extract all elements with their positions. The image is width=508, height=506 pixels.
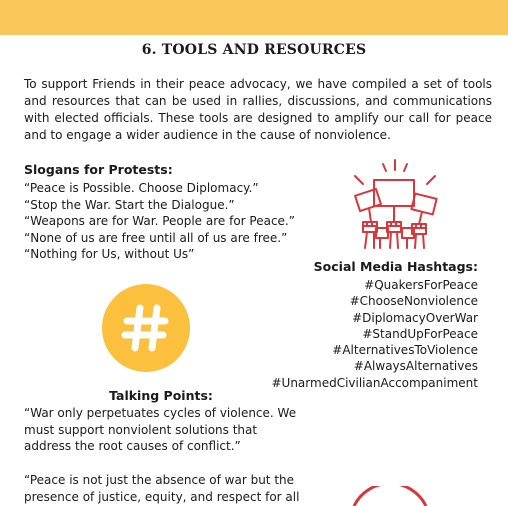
protest-signs-icon	[347, 158, 443, 250]
social-heading: Social Media Hashtags:	[313, 259, 478, 274]
talking-point: “Peace is not just the absence of war but the presence of justice, equity, and respect for all	[24, 473, 300, 504]
hashtag-glyph	[102, 284, 190, 372]
circle-icon	[350, 486, 430, 506]
slogans-heading: Slogans for Protests:	[24, 162, 173, 177]
section-title: 6. TOOLS AND RESOURCES	[141, 42, 367, 58]
hashtag-icon	[102, 284, 190, 372]
slogan-item: “Weapons are for War. People are for Peace.”	[24, 214, 295, 228]
hashtag-item: #StandUpForPeace	[362, 326, 478, 341]
hashtag-list	[271, 277, 478, 391]
intro-paragraph: To support Friends in their peace advocacy, we have compiled a set of tools and resources that can be used in rallies, discussions, and communications with elected officials. These tools are designed to amplify our call for peace and to engage a wider audience in the cause of nonviolence.	[24, 77, 492, 142]
top-banner	[0, 0, 508, 35]
slogan-item: “None of us are free until all of us are free.”	[24, 230, 288, 245]
hashtag-item: #ChooseNonviolence	[349, 294, 478, 309]
hashtag-item: #DiplomacyOverWar	[352, 310, 478, 325]
slogan-item: “Nothing for Us, without Us”	[24, 247, 195, 261]
hashtag-item: #AlwaysAlternatives	[353, 359, 478, 374]
slogans-list	[24, 180, 295, 263]
slogan-item: “Stop the War. Start the Dialogue.”	[24, 197, 235, 212]
hashtag-item: #AlternativesToViolence	[332, 343, 478, 358]
slogan-item: “Peace is Possible. Choose Diplomacy.”	[24, 181, 259, 195]
talking-point: “War only perpetuates cycles of violence. We must support nonviolent solutions that address the root causes of conflict.”	[24, 406, 297, 453]
hashtag-item: #UnarmedCivilianAccompaniment	[271, 375, 478, 390]
hashtag-item: #QuakersForPeace	[364, 278, 478, 292]
talking-points-heading: Talking Points:	[109, 388, 213, 403]
